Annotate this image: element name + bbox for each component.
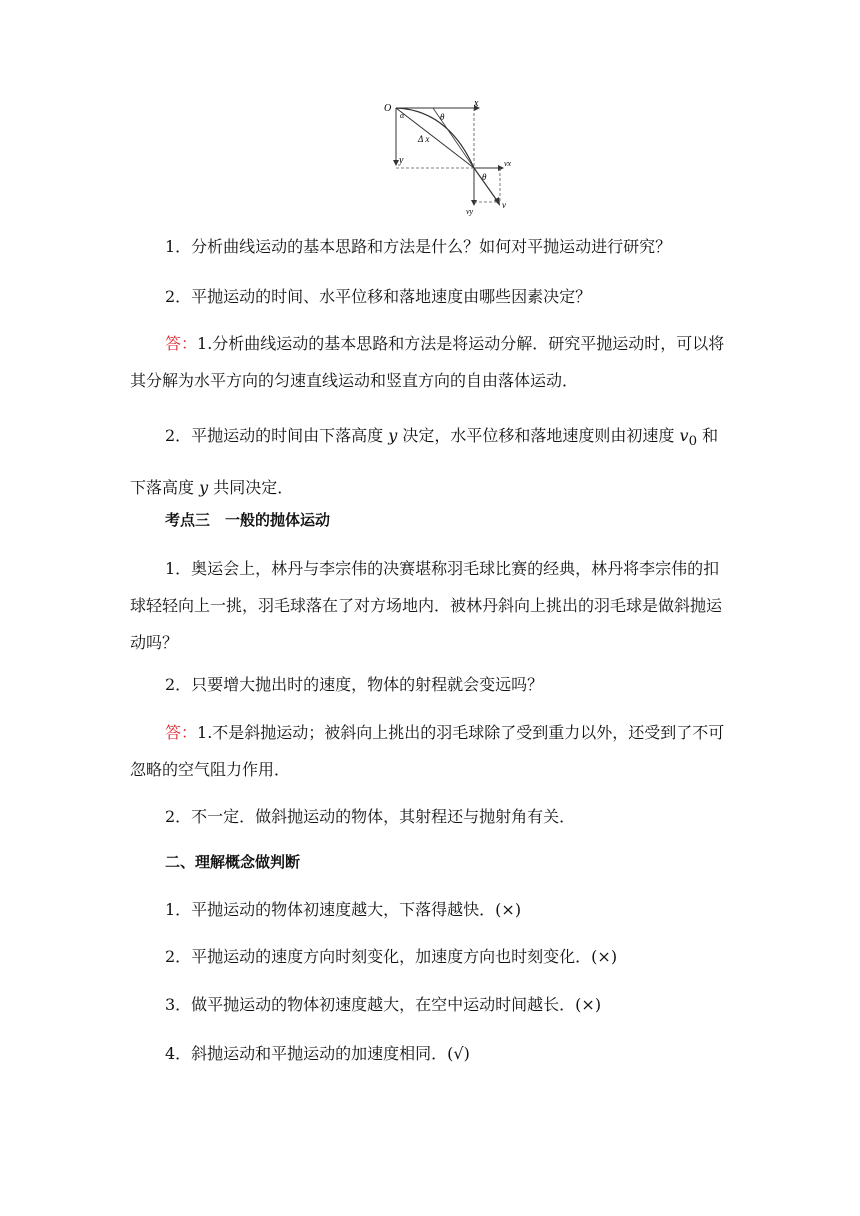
question-1-1: 1．分析曲线运动的基本思路和方法是什么？如何对平抛运动进行研究？ bbox=[165, 237, 672, 256]
judgement-3: 3．做平抛运动的物体初速度越大，在空中运动时间越长．(×) bbox=[165, 995, 602, 1014]
section-judge-title: 二、理解概念做判断 bbox=[165, 853, 301, 871]
answer-2-label: 答： bbox=[165, 723, 198, 742]
label-theta-top: θ bbox=[440, 112, 445, 122]
label-dx: Δ x bbox=[418, 134, 430, 144]
answer-2-text-1: 1.不是斜抛运动；被斜向上挑出的羽毛球除了受到重力以外，还受到了不可忽略的空气阻力作用． bbox=[130, 723, 725, 779]
projectile-diagram-svg bbox=[378, 96, 518, 216]
section-3-title: 考点三 一般的抛体运动 bbox=[165, 511, 331, 529]
label-y: y bbox=[399, 155, 404, 166]
answer-1-text-1: 1.分析曲线运动的基本思路和方法是将运动分解．研究平抛运动时，可以将其分解为水平方向的匀速直线运动和竖直方向的自由落体运动． bbox=[130, 334, 725, 390]
label-theta-bottom: θ bbox=[482, 172, 487, 182]
label-origin: O bbox=[384, 103, 392, 114]
answer-1-text-2c: 和下落高度 bbox=[130, 426, 719, 498]
question-1-2: 2．平抛运动的时间、水平位移和落地速度由哪些因素决定？ bbox=[165, 287, 592, 306]
label-alpha: α bbox=[400, 111, 405, 120]
var-v: v bbox=[679, 426, 689, 445]
answer-2-paragraph-1 bbox=[130, 714, 734, 788]
label-v: v bbox=[502, 200, 506, 210]
answer-1-text-2d: 共同决定． bbox=[213, 478, 294, 498]
var-v-subscript: 0 bbox=[688, 434, 698, 450]
judgement-1: 1．平抛运动的物体初速度越大，下落得越快．(×) bbox=[165, 900, 522, 919]
var-y-2: y bbox=[199, 478, 209, 498]
answer-1-paragraph-1 bbox=[130, 325, 734, 399]
label-vy: vy bbox=[466, 207, 474, 216]
judgement-2: 2．平抛运动的速度方向时刻变化，加速度方向也时刻变化．(×) bbox=[165, 947, 618, 966]
answer-2-paragraph-2: 2．不一定．做斜抛运动的物体，其射程还与抛射角有关． bbox=[165, 807, 576, 826]
judgement-4: 4．斜抛运动和平抛运动的加速度相同．(√) bbox=[165, 1044, 470, 1063]
question-2-1: 1．奥运会上，林丹与李宗伟的决赛堪称羽毛球比赛的经典，林丹将李宗伟的扣球轻轻向上一挑，羽毛球落在了对方场地内．被林丹斜向上挑出的羽毛球是做斜抛运动吗？ bbox=[130, 559, 723, 652]
var-y: y bbox=[388, 426, 398, 445]
label-x: x bbox=[474, 98, 479, 109]
projectile-diagram bbox=[378, 96, 518, 216]
displacement-line bbox=[396, 108, 474, 168]
answer-1-text-2a: 2．平抛运动的时间由下落高度 bbox=[165, 426, 384, 445]
vy-arrow bbox=[471, 200, 477, 206]
answer-1-text-2b: 决定，水平位移和落地速度则由初速度 bbox=[402, 426, 675, 445]
answer-1-paragraph-2 bbox=[130, 413, 734, 511]
question-2-2: 2．只要增大抛出时的速度，物体的射程就会变远吗？ bbox=[165, 675, 544, 694]
label-vx: vx bbox=[504, 159, 512, 168]
answer-label: 答： bbox=[165, 334, 198, 353]
